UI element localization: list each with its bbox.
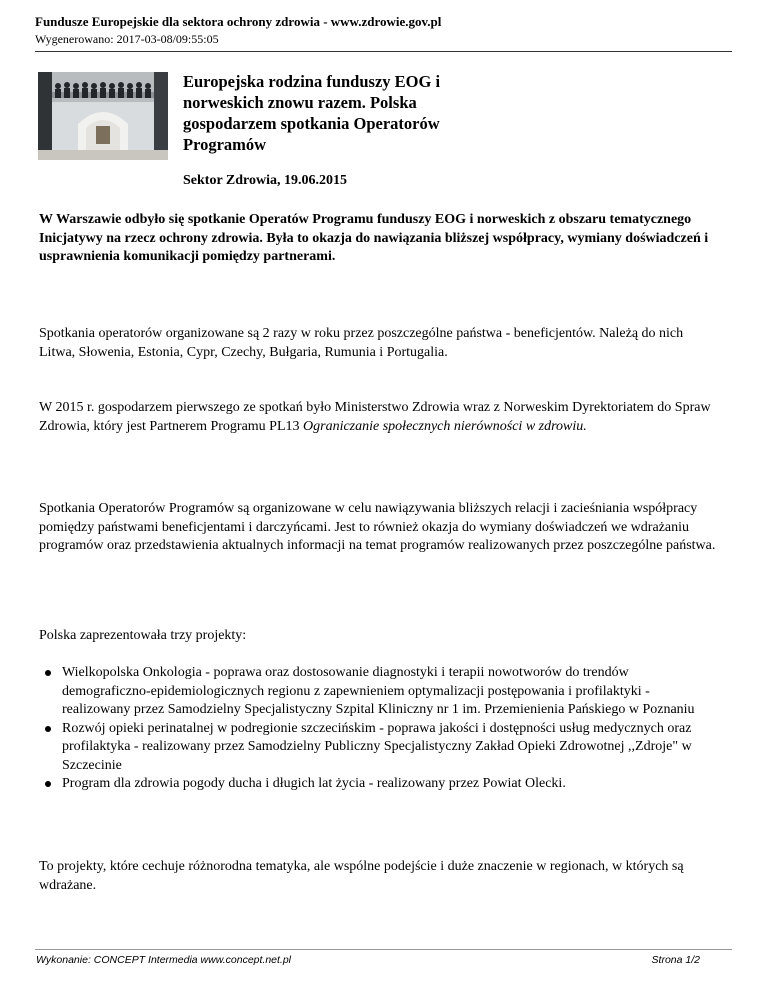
list-item (40, 720, 720, 776)
list-item-text: Program dla zdrowia pogody ducha i długich lat życia - realizowany przez Powiat Olecki. (62, 776, 566, 791)
list-item (40, 775, 720, 794)
program-name-italic: Ograniczanie społecznych nierówności w zdrowiu. (303, 418, 587, 434)
header-divider (35, 51, 732, 52)
bullet-icon (45, 726, 51, 732)
footer-credit: Wykonanie: CONCEPT Intermedia www.concept.net.pl (36, 954, 292, 966)
list-item-text: Rozwój opieki perinatalnej w podregionie szczecińskim - poprawa jakości i dostępności usług medycznych oraz profilaktyka - realizowany przez Samodzielny Publiczny Specjalistyczny Zakład Opieki Zdrowotnej ,,Zdroje" w Szczecinie (62, 720, 692, 773)
article-category-date: Sektor Zdrowia, 19.06.2015 (183, 173, 347, 188)
article-photo (38, 72, 168, 160)
paragraph-2 (39, 399, 719, 436)
list-item (40, 664, 720, 720)
group-photo-image (38, 72, 168, 160)
header-title: Fundusze Europejskie dla sektora ochrony zdrowia - www.zdrowie.gov.pl (35, 14, 442, 29)
paragraph-1: Spotkania operatorów organizowane są 2 razy w roku przez poszczególne państwa - beneficjentów. Należą do nich Litwa, Słowenia, Estonia, Cypr, Czechy, Bułgaria, Rumunia i Portugalia. (39, 326, 684, 360)
paragraph-2-text: W 2015 r. gospodarzem pierwszego ze spotkań było Ministerstwo Zdrowia wraz z Norweskim Dyrektoriatem do Spraw Zdrowia, który jest Partnerem Programu PL13 (39, 400, 711, 434)
page-number: Strona 1/2 (651, 954, 700, 966)
generated-timestamp: Wygenerowano: 2017-03-08/09:55:05 (35, 32, 219, 46)
footer-divider (35, 949, 732, 950)
article-lead: W Warszawie odbyło się spotkanie Operatów Programu funduszy EOG i norweskich z obszaru tematycznego Inicjatywy na rzecz ochrony zdrowia. Była to okazja do nawiązania bliższej współpracy, wymiany doświadczeń i usprawnienia komunikacji pomiędzy partnerami. (39, 212, 709, 264)
bullet-icon (45, 670, 51, 676)
paragraph-5: To projekty, które cechuje różnorodna tematyka, ale wspólne podejście i duże znaczenie w regionach, w których są wdrażane. (39, 859, 684, 893)
bullet-icon (45, 781, 51, 787)
article-title: Europejska rodzina funduszy EOG i norweskich znowu razem. Polska gospodarzem spotkania Operatorów Programów (183, 72, 441, 154)
paragraph-3: Spotkania Operatorów Programów są organizowane w celu nawiązywania bliższych relacji i zacieśniania współpracy pomiędzy państwami beneficjentami i darczyńcami. Jest to również okazja do wymiany doświadczeń we wdrażaniu programów oraz przedstawienia aktualnych informacji na temat programów realizowanych przez poszczególne państwa. (39, 501, 716, 553)
list-item-text: Wielkopolska Onkologia - poprawa oraz dostosowanie diagnostyki i terapii nowotworów do trendów demograficzno-epidemiologicznych regionu z zapewnieniem optymalizacji postępowania i profilaktyki - realizowany przez Samodzielny Specjalistyczny Szpital Kliniczny nr 1 im. Przemienienia Pańskiego w Poznaniu (62, 665, 695, 717)
page-header (35, 14, 732, 47)
projects-list (40, 664, 720, 794)
paragraph-4: Polska zaprezentowała trzy projekty: (39, 628, 247, 643)
